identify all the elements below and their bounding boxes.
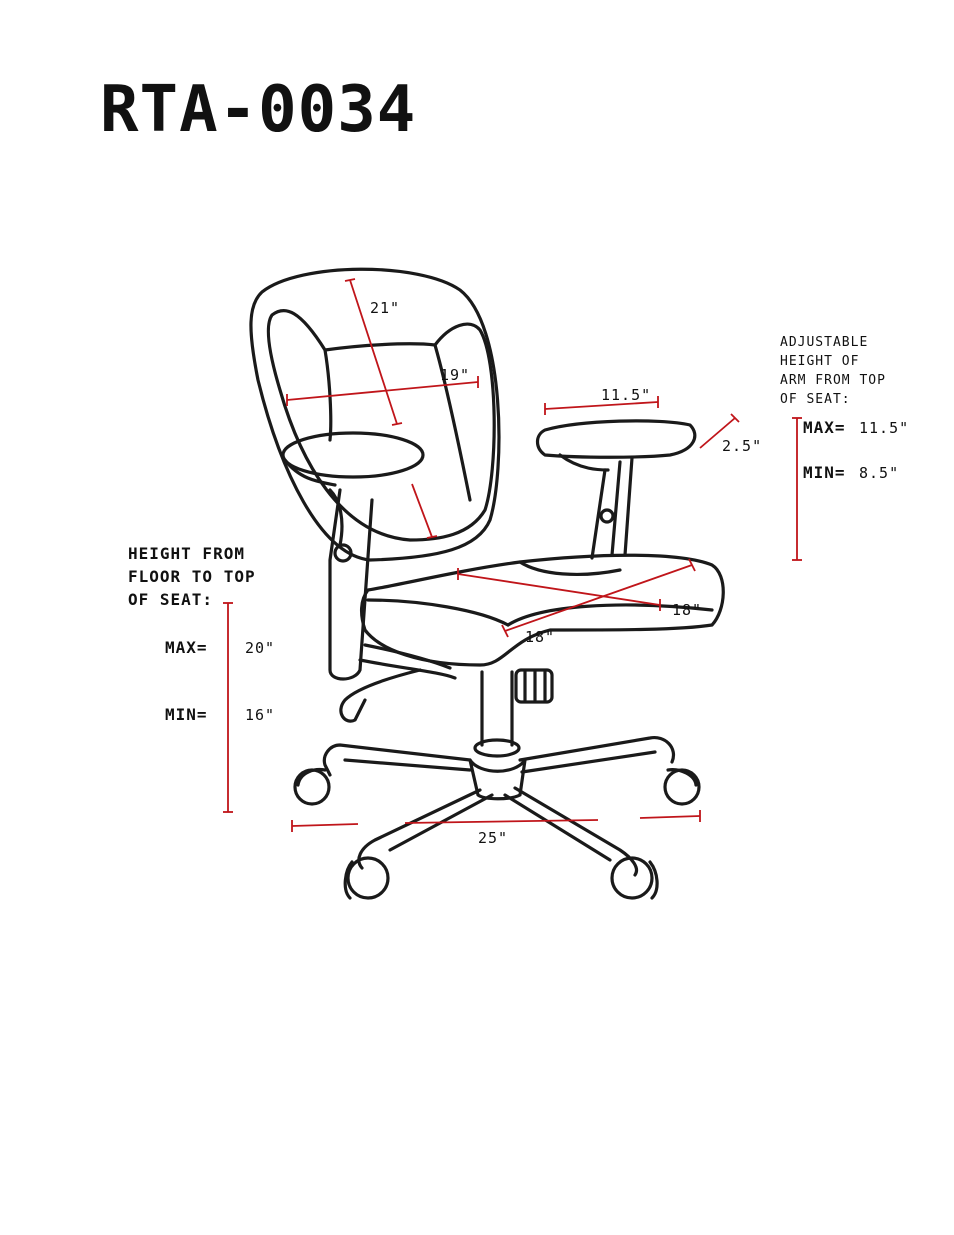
caster-left-back <box>295 770 329 804</box>
right-arm-support <box>592 458 632 558</box>
seat-height-min-label: MIN= <box>165 705 208 724</box>
base-hub <box>470 760 525 799</box>
seat-width-label: 18" <box>672 601 703 619</box>
base-leg-right-front <box>505 788 637 875</box>
base-leg-left-front <box>359 790 492 868</box>
back-width-label: 19" <box>440 366 471 384</box>
back-height-label: 21" <box>370 299 401 317</box>
backrest-inner <box>268 311 494 540</box>
caster-right-front <box>612 858 652 898</box>
arm-height-max-label: MAX= <box>803 418 846 437</box>
arm-height-heading-2: HEIGHT OF <box>780 354 860 369</box>
base-leg-left-back <box>324 745 470 775</box>
arm-height-heading-4: OF SEAT: <box>780 392 851 407</box>
arm-height-heading-3: ARM FROM TOP <box>780 373 886 388</box>
seat-height-heading-1: HEIGHT FROM <box>128 544 245 563</box>
seat-height-max-value: 20" <box>245 639 276 657</box>
seat-height-heading-3: OF SEAT: <box>128 590 214 609</box>
chair-drawing <box>251 269 723 898</box>
arm-length-label: 11.5" <box>601 386 652 404</box>
caster-left-front <box>348 858 388 898</box>
base-width-label: 25" <box>478 829 509 847</box>
dimension-lines <box>223 279 802 832</box>
seat-height-min-value: 16" <box>245 706 276 724</box>
seat-depth-label: 18" <box>525 628 556 646</box>
arm-height-max-value: 11.5" <box>859 419 910 437</box>
caster-right-back <box>665 770 699 804</box>
seat-height-max-label: MAX= <box>165 638 208 657</box>
left-arm-support <box>330 490 372 679</box>
page-title: RTA-0034 <box>100 73 417 147</box>
seat-height-heading-2: FLOOR TO TOP <box>128 567 256 586</box>
arm-width-label: 2.5" <box>722 437 763 455</box>
arm-height-min-label: MIN= <box>803 463 846 482</box>
gas-cylinder <box>482 672 512 745</box>
base-leg-right-back <box>520 738 673 772</box>
right-armrest <box>538 421 695 457</box>
arm-height-min-value: 8.5" <box>859 464 900 482</box>
arm-height-heading-1: ADJUSTABLE <box>780 335 869 350</box>
